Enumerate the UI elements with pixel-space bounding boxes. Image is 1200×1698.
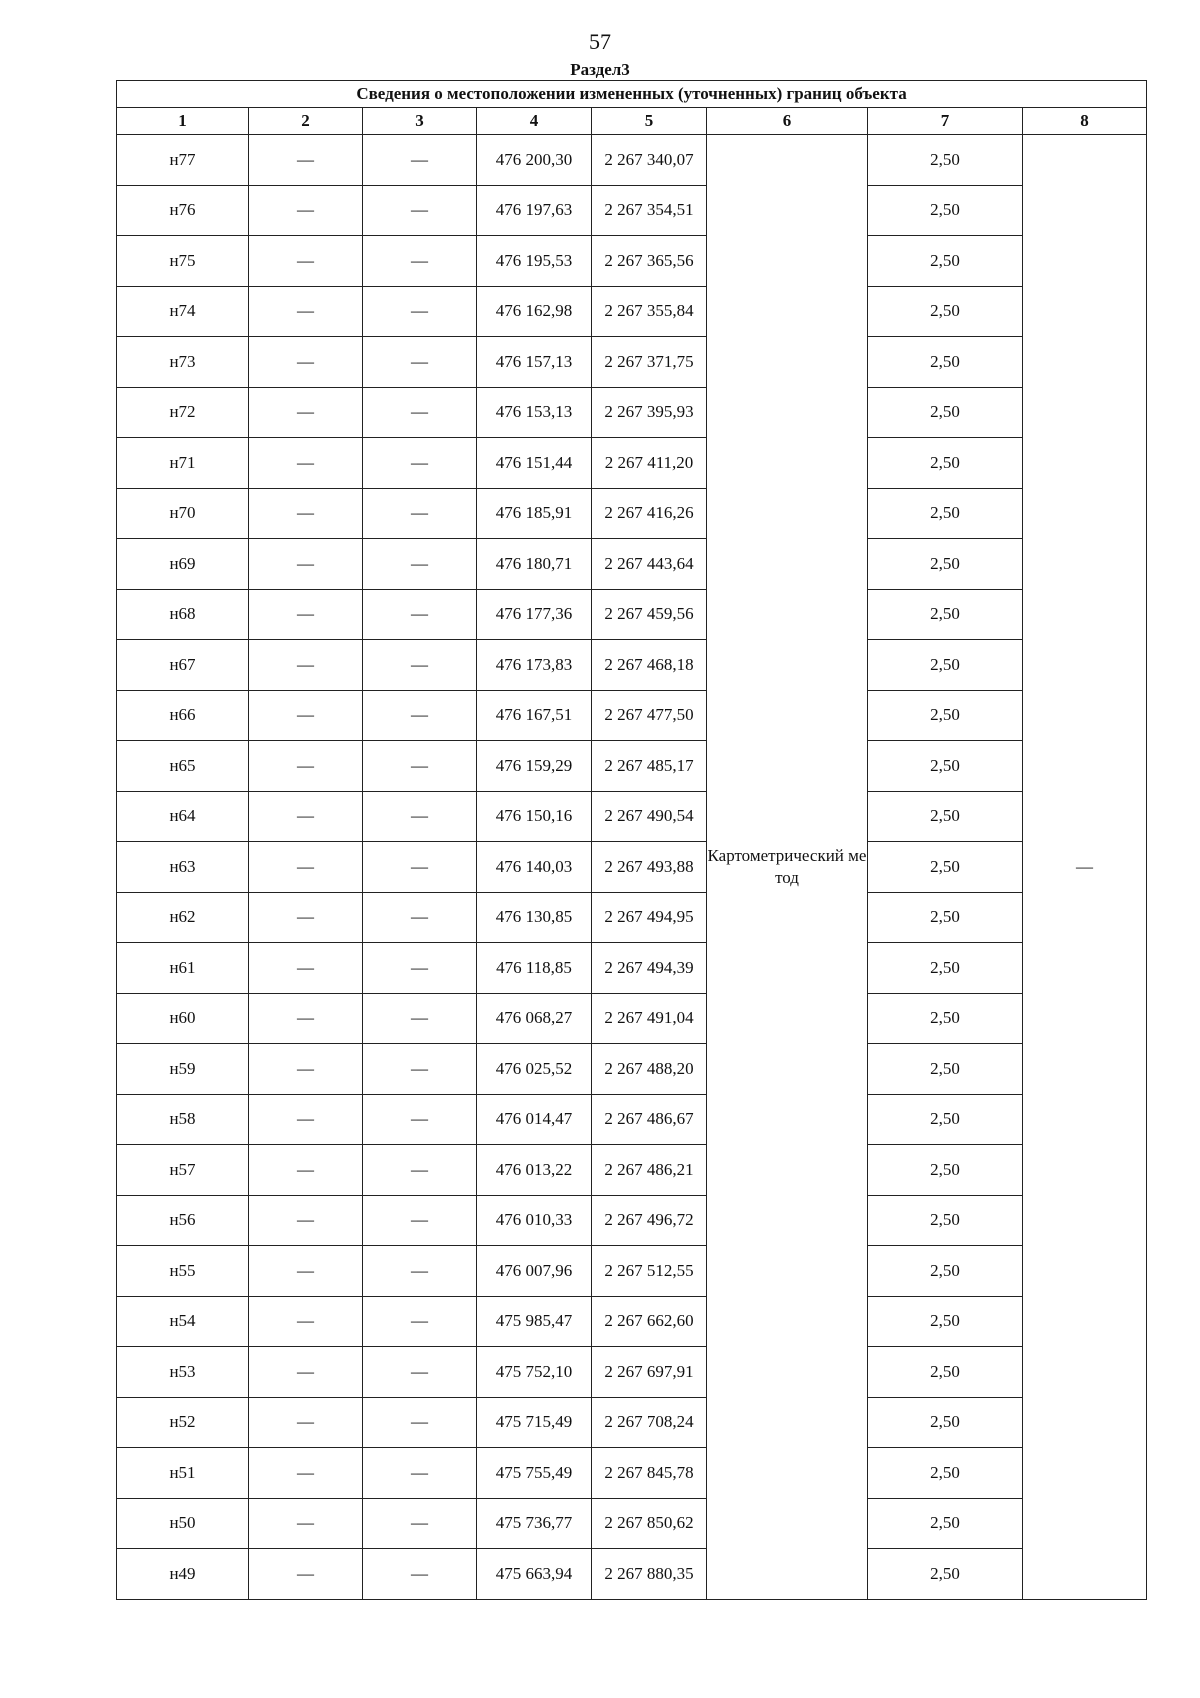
col2-cell: —	[249, 1195, 363, 1246]
point-name-cell: н54	[117, 1296, 249, 1347]
point-name-cell: н55	[117, 1246, 249, 1297]
point-name-cell: н57	[117, 1145, 249, 1196]
point-name-cell: н71	[117, 438, 249, 489]
point-name-cell: н74	[117, 286, 249, 337]
point-name-cell: н73	[117, 337, 249, 388]
x-coordinate-cell: 476 177,36	[477, 589, 592, 640]
col3-cell: —	[363, 185, 477, 236]
table-row	[117, 1246, 1147, 1297]
y-coordinate-cell: 2 267 395,93	[592, 387, 707, 438]
col2-cell: —	[249, 539, 363, 590]
col2-cell: —	[249, 1549, 363, 1600]
accuracy-cell: 2,50	[868, 892, 1023, 943]
y-coordinate-cell: 2 267 880,35	[592, 1549, 707, 1600]
table-row	[117, 640, 1147, 691]
point-name-cell: н77	[117, 135, 249, 186]
y-coordinate-cell: 2 267 365,56	[592, 236, 707, 287]
col3-cell: —	[363, 1296, 477, 1347]
y-coordinate-cell: 2 267 411,20	[592, 438, 707, 489]
point-name-cell: н51	[117, 1448, 249, 1499]
column-number-2: 2	[249, 108, 363, 135]
accuracy-cell: 2,50	[868, 337, 1023, 388]
point-name-cell: н56	[117, 1195, 249, 1246]
table-row	[117, 488, 1147, 539]
col3-cell: —	[363, 135, 477, 186]
point-name-cell: н63	[117, 842, 249, 893]
col2-cell: —	[249, 690, 363, 741]
table-row	[117, 690, 1147, 741]
col3-cell: —	[363, 1397, 477, 1448]
accuracy-cell: 2,50	[868, 1397, 1023, 1448]
x-coordinate-cell: 475 663,94	[477, 1549, 592, 1600]
y-coordinate-cell: 2 267 468,18	[592, 640, 707, 691]
table-row	[117, 1145, 1147, 1196]
x-coordinate-cell: 476 162,98	[477, 286, 592, 337]
point-name-cell: н67	[117, 640, 249, 691]
col2-cell: —	[249, 286, 363, 337]
point-name-cell: н53	[117, 1347, 249, 1398]
x-coordinate-cell: 475 715,49	[477, 1397, 592, 1448]
col3-cell: —	[363, 842, 477, 893]
y-coordinate-cell: 2 267 496,72	[592, 1195, 707, 1246]
point-name-cell: н66	[117, 690, 249, 741]
table-row	[117, 135, 1147, 186]
method-cell: Картометрический метод	[707, 135, 868, 1600]
col3-cell: —	[363, 1246, 477, 1297]
table-row	[117, 1094, 1147, 1145]
col2-cell: —	[249, 1044, 363, 1095]
y-coordinate-cell: 2 267 850,62	[592, 1498, 707, 1549]
x-coordinate-cell: 475 755,49	[477, 1448, 592, 1499]
point-name-cell: н62	[117, 892, 249, 943]
x-coordinate-cell: 476 185,91	[477, 488, 592, 539]
accuracy-cell: 2,50	[868, 640, 1023, 691]
table-row	[117, 185, 1147, 236]
col2-cell: —	[249, 1448, 363, 1499]
col8-cell: —	[1023, 135, 1147, 1600]
col2-cell: —	[249, 993, 363, 1044]
accuracy-cell: 2,50	[868, 791, 1023, 842]
y-coordinate-cell: 2 267 494,39	[592, 943, 707, 994]
y-coordinate-cell: 2 267 486,21	[592, 1145, 707, 1196]
table-row	[117, 337, 1147, 388]
col3-cell: —	[363, 1347, 477, 1398]
accuracy-cell: 2,50	[868, 236, 1023, 287]
col3-cell: —	[363, 488, 477, 539]
x-coordinate-cell: 476 150,16	[477, 791, 592, 842]
accuracy-cell: 2,50	[868, 741, 1023, 792]
accuracy-cell: 2,50	[868, 589, 1023, 640]
point-name-cell: н70	[117, 488, 249, 539]
x-coordinate-cell: 476 173,83	[477, 640, 592, 691]
col2-cell: —	[249, 337, 363, 388]
x-coordinate-cell: 476 007,96	[477, 1246, 592, 1297]
x-coordinate-cell: 476 200,30	[477, 135, 592, 186]
y-coordinate-cell: 2 267 371,75	[592, 337, 707, 388]
accuracy-cell: 2,50	[868, 539, 1023, 590]
accuracy-cell: 2,50	[868, 993, 1023, 1044]
table-row	[117, 791, 1147, 842]
accuracy-cell: 2,50	[868, 1498, 1023, 1549]
col2-cell: —	[249, 387, 363, 438]
y-coordinate-cell: 2 267 340,07	[592, 135, 707, 186]
col3-cell: —	[363, 286, 477, 337]
col3-cell: —	[363, 993, 477, 1044]
x-coordinate-cell: 476 130,85	[477, 892, 592, 943]
col2-cell: —	[249, 1094, 363, 1145]
col3-cell: —	[363, 943, 477, 994]
x-coordinate-cell: 476 153,13	[477, 387, 592, 438]
table-row	[117, 943, 1147, 994]
x-coordinate-cell: 475 752,10	[477, 1347, 592, 1398]
y-coordinate-cell: 2 267 443,64	[592, 539, 707, 590]
y-coordinate-cell: 2 267 512,55	[592, 1246, 707, 1297]
accuracy-cell: 2,50	[868, 438, 1023, 489]
col3-cell: —	[363, 539, 477, 590]
y-coordinate-cell: 2 267 459,56	[592, 589, 707, 640]
col2-cell: —	[249, 488, 363, 539]
x-coordinate-cell: 476 025,52	[477, 1044, 592, 1095]
x-coordinate-cell: 476 167,51	[477, 690, 592, 741]
coordinates-table	[116, 80, 1147, 1600]
y-coordinate-cell: 2 267 493,88	[592, 842, 707, 893]
x-coordinate-cell: 476 118,85	[477, 943, 592, 994]
point-name-cell: н69	[117, 539, 249, 590]
col2-cell: —	[249, 1246, 363, 1297]
x-coordinate-cell: 476 013,22	[477, 1145, 592, 1196]
point-name-cell: н64	[117, 791, 249, 842]
x-coordinate-cell: 476 010,33	[477, 1195, 592, 1246]
col3-cell: —	[363, 337, 477, 388]
col2-cell: —	[249, 791, 363, 842]
table-body	[117, 135, 1147, 1600]
y-coordinate-cell: 2 267 490,54	[592, 791, 707, 842]
col2-cell: —	[249, 589, 363, 640]
x-coordinate-cell: 475 736,77	[477, 1498, 592, 1549]
point-name-cell: н59	[117, 1044, 249, 1095]
accuracy-cell: 2,50	[868, 1195, 1023, 1246]
y-coordinate-cell: 2 267 486,67	[592, 1094, 707, 1145]
column-number-8: 8	[1023, 108, 1147, 135]
table-row	[117, 842, 1147, 893]
y-coordinate-cell: 2 267 697,91	[592, 1347, 707, 1398]
col2-cell: —	[249, 135, 363, 186]
col2-cell: —	[249, 1498, 363, 1549]
col2-cell: —	[249, 943, 363, 994]
col2-cell: —	[249, 1296, 363, 1347]
accuracy-cell: 2,50	[868, 1549, 1023, 1600]
table-row	[117, 1448, 1147, 1499]
col2-cell: —	[249, 741, 363, 792]
col2-cell: —	[249, 1347, 363, 1398]
x-coordinate-cell: 476 197,63	[477, 185, 592, 236]
table-row	[117, 1195, 1147, 1246]
col3-cell: —	[363, 1549, 477, 1600]
accuracy-cell: 2,50	[868, 842, 1023, 893]
accuracy-cell: 2,50	[868, 943, 1023, 994]
col3-cell: —	[363, 640, 477, 691]
accuracy-cell: 2,50	[868, 387, 1023, 438]
column-number-4: 4	[477, 108, 592, 135]
col2-cell: —	[249, 1397, 363, 1448]
table-row	[117, 539, 1147, 590]
point-name-cell: н76	[117, 185, 249, 236]
col2-cell: —	[249, 438, 363, 489]
col2-cell: —	[249, 185, 363, 236]
x-coordinate-cell: 476 180,71	[477, 539, 592, 590]
col2-cell: —	[249, 892, 363, 943]
table-row	[117, 741, 1147, 792]
x-coordinate-cell: 476 014,47	[477, 1094, 592, 1145]
col3-cell: —	[363, 1145, 477, 1196]
point-name-cell: н61	[117, 943, 249, 994]
col3-cell: —	[363, 741, 477, 792]
accuracy-cell: 2,50	[868, 690, 1023, 741]
y-coordinate-cell: 2 267 845,78	[592, 1448, 707, 1499]
accuracy-cell: 2,50	[868, 185, 1023, 236]
col2-cell: —	[249, 842, 363, 893]
x-coordinate-cell: 475 985,47	[477, 1296, 592, 1347]
y-coordinate-cell: 2 267 354,51	[592, 185, 707, 236]
point-name-cell: н75	[117, 236, 249, 287]
table-row	[117, 1347, 1147, 1398]
y-coordinate-cell: 2 267 477,50	[592, 690, 707, 741]
table-row	[117, 892, 1147, 943]
y-coordinate-cell: 2 267 416,26	[592, 488, 707, 539]
x-coordinate-cell: 476 195,53	[477, 236, 592, 287]
col3-cell: —	[363, 589, 477, 640]
x-coordinate-cell: 476 151,44	[477, 438, 592, 489]
accuracy-cell: 2,50	[868, 1347, 1023, 1398]
table-row	[117, 1397, 1147, 1448]
table-row	[117, 438, 1147, 489]
col3-cell: —	[363, 791, 477, 842]
col3-cell: —	[363, 1195, 477, 1246]
section-title: Раздел3	[570, 60, 630, 79]
point-name-cell: н58	[117, 1094, 249, 1145]
col2-cell: —	[249, 1145, 363, 1196]
y-coordinate-cell: 2 267 662,60	[592, 1296, 707, 1347]
col3-cell: —	[363, 1094, 477, 1145]
col2-cell: —	[249, 236, 363, 287]
accuracy-cell: 2,50	[868, 1145, 1023, 1196]
column-number-1: 1	[117, 108, 249, 135]
y-coordinate-cell: 2 267 488,20	[592, 1044, 707, 1095]
accuracy-cell: 2,50	[868, 135, 1023, 186]
accuracy-cell: 2,50	[868, 1094, 1023, 1145]
column-number-6: 6	[707, 108, 868, 135]
col3-cell: —	[363, 892, 477, 943]
column-number-3: 3	[363, 108, 477, 135]
x-coordinate-cell: 476 140,03	[477, 842, 592, 893]
col3-cell: —	[363, 1448, 477, 1499]
point-name-cell: н68	[117, 589, 249, 640]
point-name-cell: н72	[117, 387, 249, 438]
point-name-cell: н60	[117, 993, 249, 1044]
table-row	[117, 1296, 1147, 1347]
accuracy-cell: 2,50	[868, 1246, 1023, 1297]
point-name-cell: н52	[117, 1397, 249, 1448]
y-coordinate-cell: 2 267 491,04	[592, 993, 707, 1044]
col3-cell: —	[363, 236, 477, 287]
x-coordinate-cell: 476 159,29	[477, 741, 592, 792]
col3-cell: —	[363, 387, 477, 438]
table-row	[117, 1044, 1147, 1095]
accuracy-cell: 2,50	[868, 286, 1023, 337]
col2-cell: —	[249, 640, 363, 691]
point-name-cell: н49	[117, 1549, 249, 1600]
accuracy-cell: 2,50	[868, 1448, 1023, 1499]
column-number-5: 5	[592, 108, 707, 135]
point-name-cell: н50	[117, 1498, 249, 1549]
accuracy-cell: 2,50	[868, 1044, 1023, 1095]
x-coordinate-cell: 476 157,13	[477, 337, 592, 388]
table-caption: Сведения о местоположении измененных (уточненных) границ объекта	[117, 81, 1147, 108]
table-row	[117, 387, 1147, 438]
table-row	[117, 1549, 1147, 1600]
col3-cell: —	[363, 438, 477, 489]
col3-cell: —	[363, 690, 477, 741]
table-row	[117, 1498, 1147, 1549]
table-row	[117, 286, 1147, 337]
point-name-cell: н65	[117, 741, 249, 792]
page-number: 57	[589, 29, 611, 54]
column-number-7: 7	[868, 108, 1023, 135]
table-row	[117, 589, 1147, 640]
y-coordinate-cell: 2 267 485,17	[592, 741, 707, 792]
y-coordinate-cell: 2 267 355,84	[592, 286, 707, 337]
table-row	[117, 236, 1147, 287]
column-number-row	[117, 108, 1147, 135]
table-row	[117, 993, 1147, 1044]
col3-cell: —	[363, 1044, 477, 1095]
accuracy-cell: 2,50	[868, 488, 1023, 539]
y-coordinate-cell: 2 267 494,95	[592, 892, 707, 943]
y-coordinate-cell: 2 267 708,24	[592, 1397, 707, 1448]
x-coordinate-cell: 476 068,27	[477, 993, 592, 1044]
accuracy-cell: 2,50	[868, 1296, 1023, 1347]
col3-cell: —	[363, 1498, 477, 1549]
